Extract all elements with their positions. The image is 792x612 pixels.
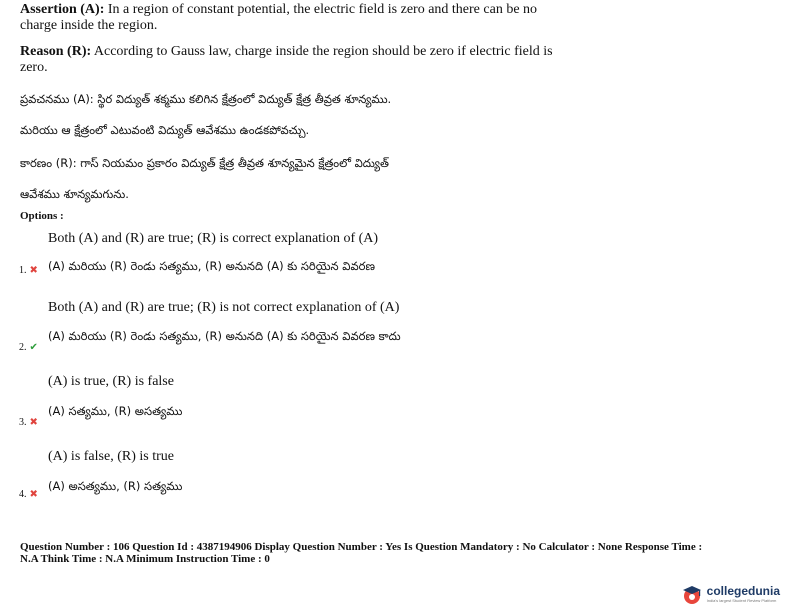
option-2-number[interactable] xyxy=(19,342,38,354)
graduation-cap-icon xyxy=(681,583,703,605)
question-metadata-line2: N.A Think Time : N.A Minimum Instruction Time : 0 xyxy=(20,553,270,565)
logo-name: collegedunia xyxy=(706,584,780,598)
assertion-label: Assertion (A): xyxy=(20,2,105,17)
option-1-telugu: (A) మరియు (R) రెండు సత్యము, (R) అనునది (A) కు సరియైన వివరణ xyxy=(48,259,375,273)
assertion-statement xyxy=(20,2,560,34)
wrong-mark-icon: ✖ xyxy=(29,489,38,500)
option-4-number-text: 4. xyxy=(19,489,27,500)
option-3-english: (A) is true, (R) is false xyxy=(48,374,174,389)
assertion-text: In a region of constant potential, the electric field is zero and there can be no charge inside the region. xyxy=(20,2,538,33)
option-3-number[interactable] xyxy=(19,417,38,429)
reason-text: According to Gauss law, charge inside the region should be zero if electric field is zero. xyxy=(20,44,553,75)
correct-check-icon: ✔ xyxy=(29,342,38,353)
option-2-english: Both (A) and (R) are true; (R) is not correct explanation of (A) xyxy=(48,300,400,315)
telugu-reason-line2: ఆవేశము శూన్యమగును. xyxy=(20,187,129,201)
option-1-number-text: 1. xyxy=(19,265,27,276)
option-1-english: Both (A) and (R) are true; (R) is correct explanation of (A) xyxy=(48,231,379,246)
reason-statement xyxy=(20,44,560,76)
wrong-mark-icon: ✖ xyxy=(29,265,38,276)
option-3-telugu: (A) సత్యము, (R) అసత్యము xyxy=(48,404,183,418)
option-2-number-text: 2. xyxy=(19,342,27,353)
option-1-number[interactable] xyxy=(19,265,38,277)
telugu-assertion-line2: మరియు ఆ క్షేత్రంలో ఎటువంటి విద్యుత్ ఆవేశము ఉండకపోవచ్చు. xyxy=(20,123,310,137)
telugu-reason-line1: కారణం (R): గాస్ నియమం ప్రకారం విద్యుత్ క్షేత్ర తీవ్రత శూన్యమైన క్షేత్రంలో విద్యుత్ xyxy=(20,156,389,170)
question-metadata xyxy=(20,541,780,565)
wrong-mark-icon: ✖ xyxy=(29,417,38,428)
option-4-telugu: (A) అసత్యము, (R) సత్యము xyxy=(48,479,183,493)
option-3-number-text: 3. xyxy=(19,417,27,428)
question-metadata-line1: Question Number : 106 Question Id : 4387194906 Display Question Number : Yes Is Question Mandatory : No Calculator : None Response Time : xyxy=(20,541,703,553)
logo-tagline: India's largest Student Review Platform xyxy=(706,598,777,603)
option-2-telugu: (A) మరియు (R) రెండు సత్యము, (R) అనునది (A) కు సరియైన వివరణ కాదు xyxy=(48,329,401,343)
collegedunia-logo xyxy=(681,581,780,607)
reason-label: Reason (R): xyxy=(20,44,92,59)
telugu-assertion-line1: ప్రవచనము (A): స్థిర విద్యుత్ శక్మము కలిగిన క్షేత్రంలో విద్యుత్ క్షేత్ర తీవ్రత శూన్యము. xyxy=(20,92,392,106)
option-4-number[interactable] xyxy=(19,489,38,501)
option-4-english: (A) is false, (R) is true xyxy=(48,449,174,464)
options-label: Options : xyxy=(20,210,64,222)
